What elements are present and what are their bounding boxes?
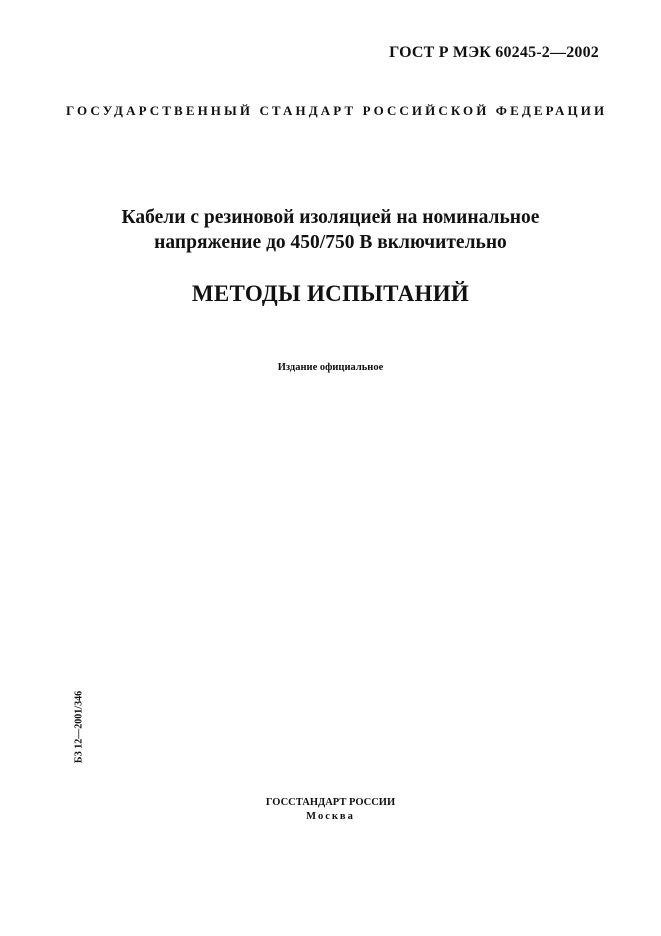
edition-label: Издание официальное xyxy=(277,362,384,373)
title-line-2: напряжение до 450/750 В включительно xyxy=(154,232,507,253)
document-subtitle: МЕТОДЫ ИСПЫТАНИЙ xyxy=(191,281,470,306)
side-code xyxy=(72,688,86,766)
document-title xyxy=(60,205,601,255)
state-standard-heading: ГОСУДАРСТВЕННЫЙ СТАНДАРТ РОССИЙСКОЙ ФЕДЕРАЦИИ xyxy=(66,103,608,118)
side-code-text: БЗ 12—2001/346 xyxy=(73,690,85,764)
publisher-city: Москва xyxy=(306,811,355,822)
title-line-1: Кабели с резиновой изоляцией на номинальное xyxy=(121,207,540,228)
publisher-block xyxy=(60,796,601,824)
publisher-name: ГОССТАНДАРТ РОССИИ xyxy=(265,797,396,808)
standard-number: ГОСТ Р МЭК 60245-2—2002 xyxy=(389,44,599,61)
